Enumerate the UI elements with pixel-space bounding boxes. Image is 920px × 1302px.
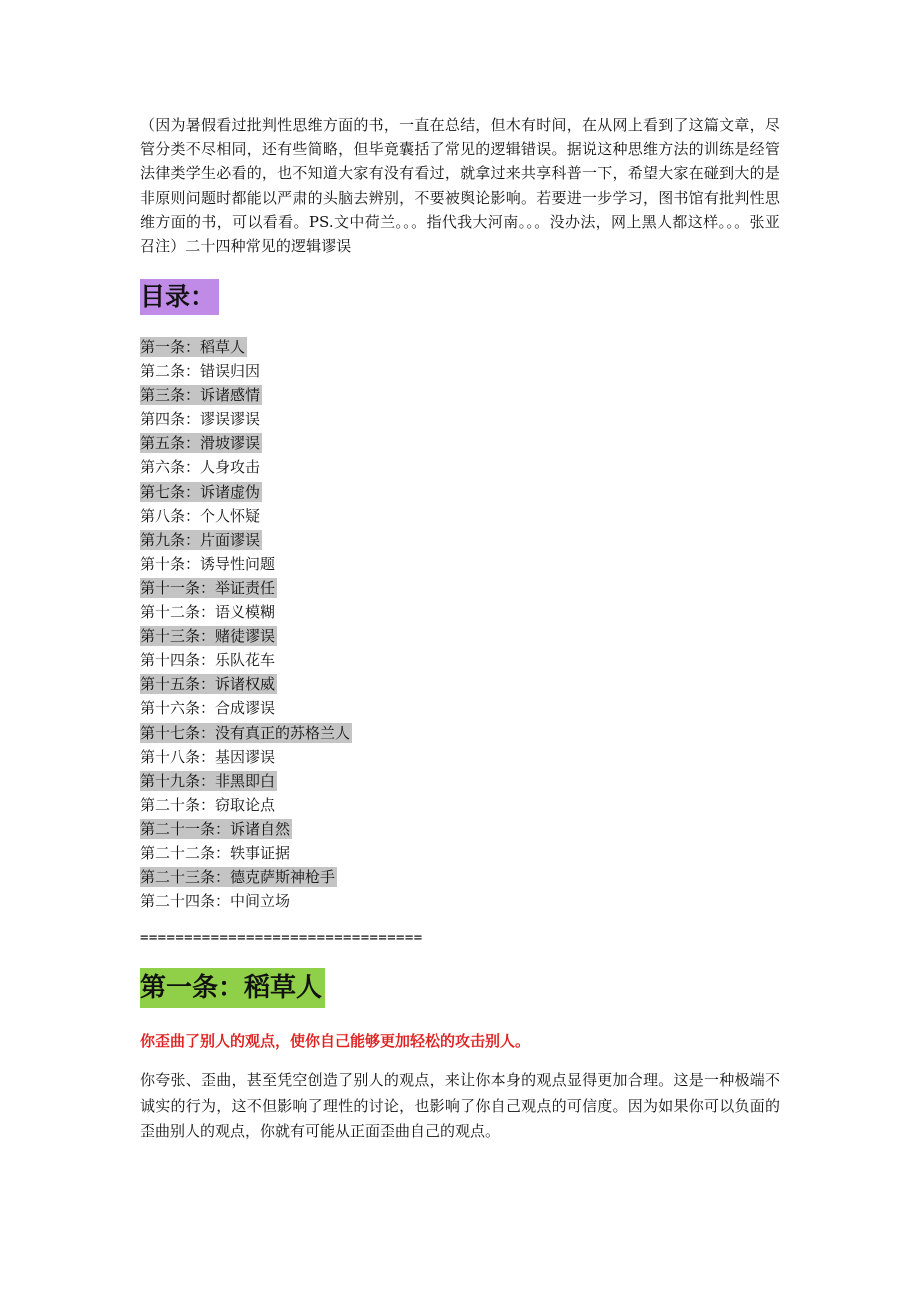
toc-item[interactable] <box>140 793 352 817</box>
toc-item[interactable] <box>140 552 352 576</box>
toc-item-label: 第十八条：基因谬误 <box>140 747 276 766</box>
toc-item-label: 第十一条：举证责任 <box>140 578 276 597</box>
toc-item-label: 第五条：滑坡谬误 <box>140 434 261 453</box>
toc-item-label: 第十四条：乐队花车 <box>140 651 276 670</box>
toc-item[interactable] <box>140 504 352 528</box>
toc-item-label: 第十七条：没有真正的苏格兰人 <box>140 723 351 742</box>
toc-item-label: 第八条：个人怀疑 <box>140 506 261 525</box>
toc-item-label: 第十二条：语义模糊 <box>140 603 276 622</box>
toc-item-label: 第二十二条：轶事证据 <box>140 843 291 862</box>
toc-item[interactable] <box>140 648 352 672</box>
toc-item-label: 第二十四条：中间立场 <box>140 892 291 911</box>
toc-item[interactable] <box>140 696 352 720</box>
table-of-contents <box>140 335 352 913</box>
toc-item[interactable] <box>140 528 352 552</box>
toc-item[interactable] <box>140 817 352 841</box>
toc-item[interactable] <box>140 359 352 383</box>
toc-item[interactable] <box>140 769 352 793</box>
section-body: 你夸张、歪曲，甚至凭空创造了别人的观点，来让你本身的观点显得更加合理。这是一种极端不诚实的行为，这不但影响了理性的讨论，也影响了你自己观点的可信度。因为如果你可以负面的歪曲别人的观点，你就有可能从正面歪曲自己的观点。 <box>140 1071 780 1140</box>
toc-item-label: 第十三条：赌徒谬误 <box>140 627 276 646</box>
toc-item-label: 第二十条：窃取论点 <box>140 795 276 814</box>
toc-item[interactable] <box>140 865 352 889</box>
toc-item-label: 第二条：错误归因 <box>140 362 261 381</box>
divider-line: ================================ <box>140 930 423 946</box>
toc-item[interactable] <box>140 576 352 600</box>
toc-item-label: 第十五条：诉诸权威 <box>140 675 276 694</box>
toc-item[interactable] <box>140 480 352 504</box>
toc-item-label: 第九条：片面谬误 <box>140 530 261 549</box>
toc-heading: 目录： <box>140 279 219 315</box>
toc-item-label: 第十六条：合成谬误 <box>140 699 276 718</box>
toc-item[interactable] <box>140 841 352 865</box>
toc-item[interactable] <box>140 721 352 745</box>
toc-item[interactable] <box>140 335 352 359</box>
toc-item-label: 第十条：诱导性问题 <box>140 554 276 573</box>
section-heading: 第一条：稻草人 <box>140 968 325 1008</box>
intro-paragraph: （因为暑假看过批判性思维方面的书，一直在总结，但木有时间，在从网上看到了这篇文章，尽管分类不尽相同，还有些简略，但毕竟囊括了常见的逻辑错误。据说这种思维方法的训练是经管法律类学生必看的，也不知道大家有没有看过，就拿过来共享科普一下，希望大家在碰到大的是非原则问题时都能以严肃的头脑去辨别，不要被舆论影响。若要进一步学习，图书馆有批判性思维方面的书，可以看看。PS.文中荷兰。。。指代我大河南。。。没办法，网上黑人都这样。。。张亚召注）二十四种常见的逻辑谬误 <box>140 116 780 256</box>
toc-item[interactable] <box>140 745 352 769</box>
toc-item[interactable] <box>140 407 352 431</box>
section-lead: 你歪曲了别人的观点，使你自己能够更加轻松的攻击别人。 <box>140 1032 531 1050</box>
toc-item-label: 第一条：稻草人 <box>140 338 246 356</box>
toc-item[interactable] <box>140 431 352 455</box>
toc-item[interactable] <box>140 455 352 479</box>
toc-item-label: 第三条：诉诸感情 <box>140 386 261 405</box>
toc-item-label: 第六条：人身攻击 <box>140 458 261 477</box>
toc-item-label: 第七条：诉诸虚伪 <box>140 482 261 501</box>
toc-item[interactable] <box>140 889 352 913</box>
toc-item-label: 第二十三条：德克萨斯神枪手 <box>140 868 336 887</box>
toc-item[interactable] <box>140 383 352 407</box>
toc-item-label: 第四条：谬误谬误 <box>140 410 261 429</box>
toc-item[interactable] <box>140 600 352 624</box>
toc-item-label: 第二十一条：诉诸自然 <box>140 819 291 838</box>
toc-item-label: 第十九条：非黑即白 <box>140 771 276 790</box>
toc-item[interactable] <box>140 672 352 696</box>
toc-item[interactable] <box>140 624 352 648</box>
